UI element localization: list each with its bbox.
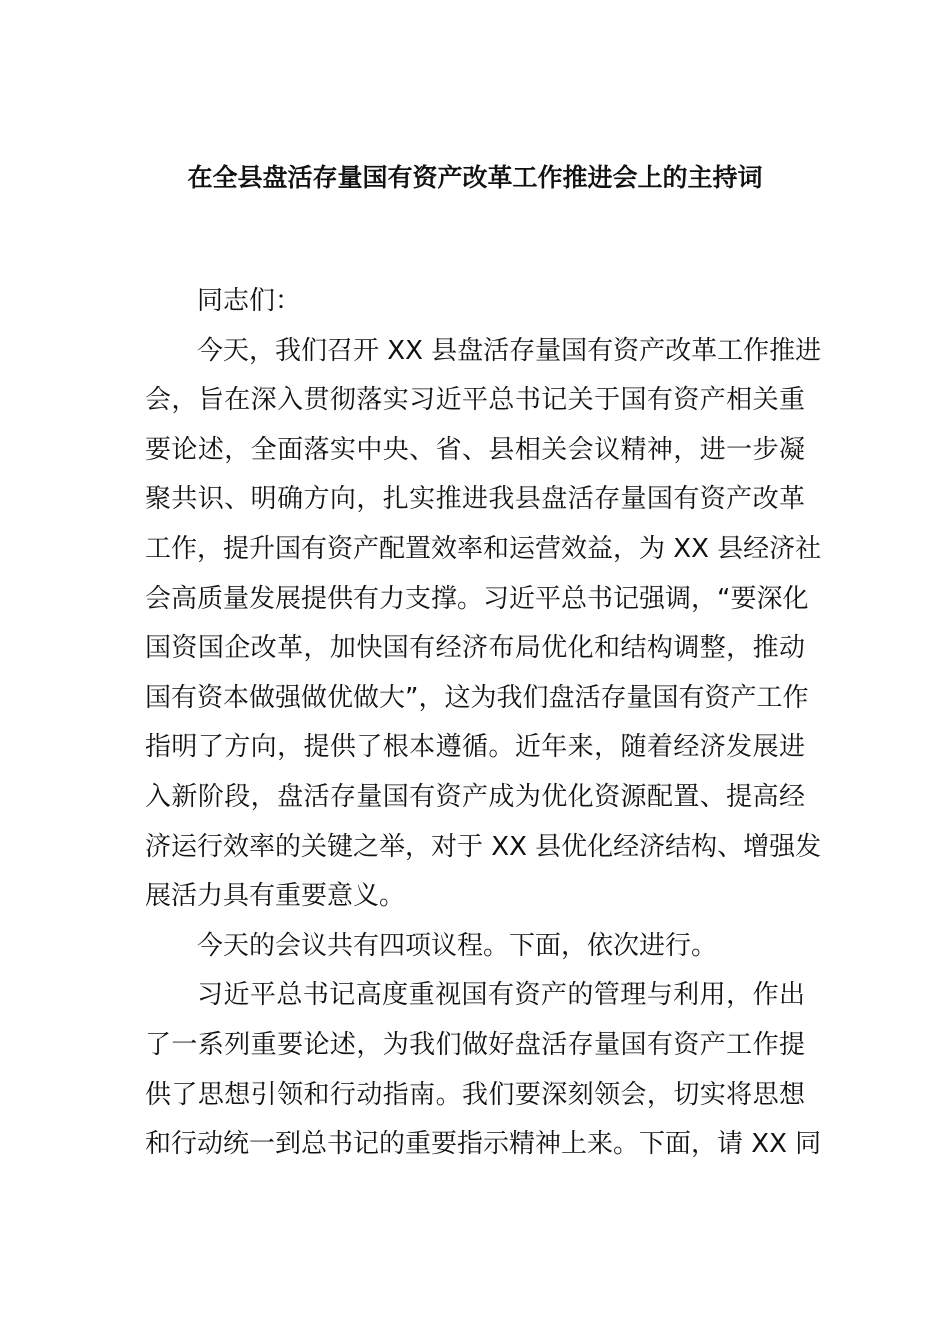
paragraph-line: 展活力具有重要意义。 [145,881,406,912]
paragraph-line: 工作，提升国有资产配置效率和运营效益，为 XX 县经济社 [145,533,822,564]
paragraph-line: 入新阶段，盘活存量国有资产成为优化资源配置、提高经 [145,781,805,812]
paragraph-line: 和行动统一到总书记的重要指示精神上来。下面，请 XX 同 [145,1129,822,1160]
paragraph-line: 会，旨在深入贯彻落实习近平总书记关于国有资产相关重 [145,385,805,416]
paragraph-line: 聚共识、明确方向，扎实推进我县盘活存量国有资产改革 [145,484,805,515]
paragraph-line: 国有资本做强做优做大”，这为我们盘活存量国有资产工作 [145,682,809,713]
paragraph-line: 了一系列重要论述，为我们做好盘活存量国有资产工作提 [145,1029,805,1060]
paragraph-line: 国资国企改革，加快国有经济布局优化和结构调整，推动 [145,633,805,664]
paragraph-line: 习近平总书记高度重视国有资产的管理与利用，作出 [197,980,805,1011]
paragraph-line: 今天，我们召开 XX 县盘活存量国有资产改革工作推进 [197,335,822,366]
paragraph-line: 今天的会议共有四项议程。下面，依次进行。 [197,930,718,961]
document-title: 在全县盘活存量国有资产改革工作推进会上的主持词 [187,163,763,192]
paragraph-line: 要论述，全面落实中央、省、县相关会议精神，进一步凝 [145,434,805,465]
paragraph-line: 济运行效率的关键之举，对于 XX 县优化经济结构、增强发 [145,831,822,862]
paragraph-line: 供了思想引领和行动指南。我们要深刻领会，切实将思想 [145,1079,805,1110]
document-body [145,277,822,1170]
paragraph-line: 指明了方向，提供了根本遵循。近年来，随着经济发展进 [145,732,805,763]
paragraph-line: 会高质量发展提供有力支撑。习近平总书记强调，“要深化 [145,583,809,614]
salutation-line: 同志们： [197,286,302,316]
